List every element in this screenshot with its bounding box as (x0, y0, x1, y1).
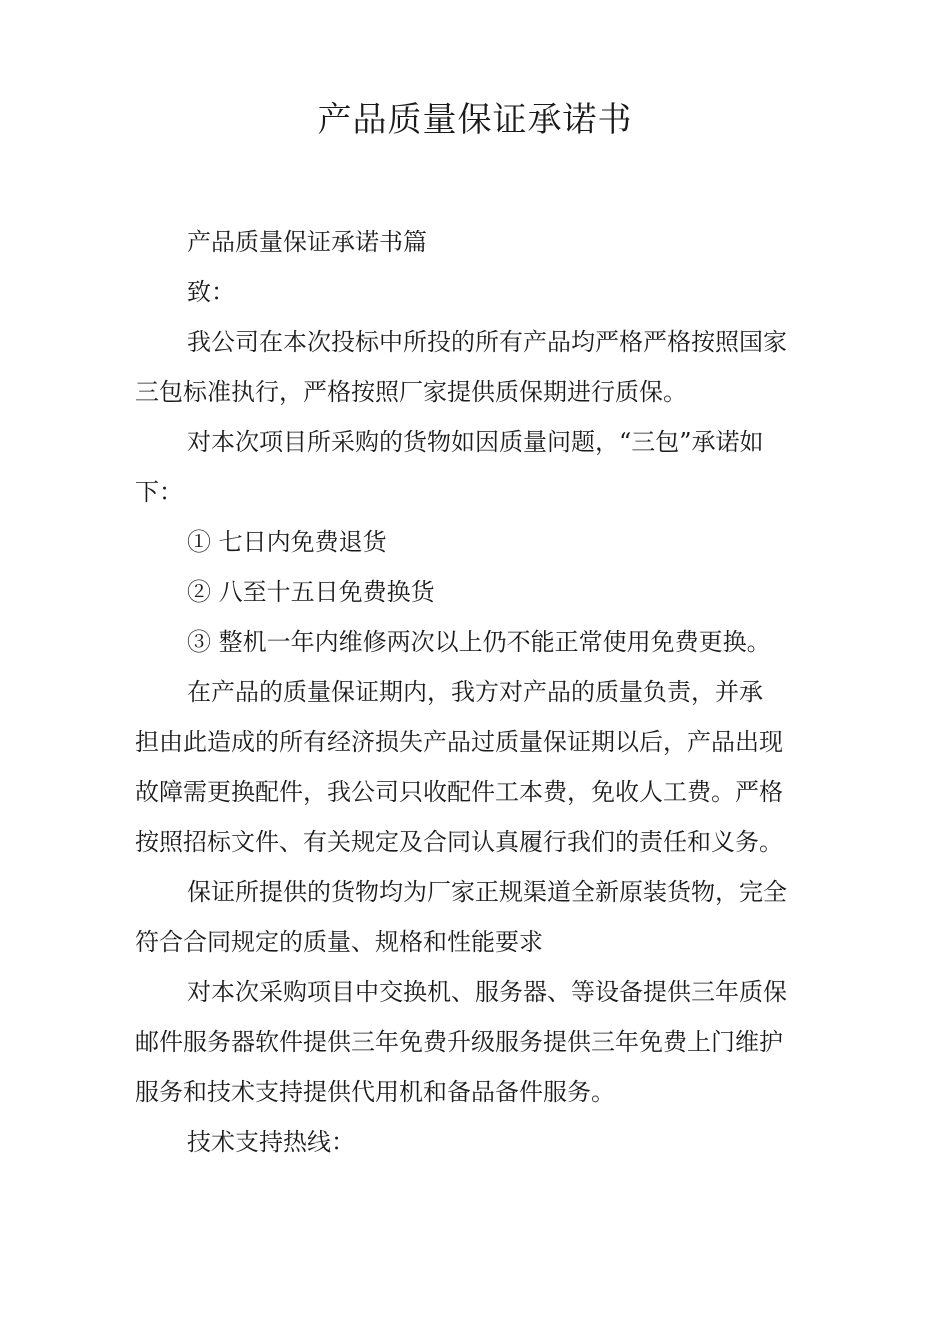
salutation-line: 致： (187, 278, 235, 306)
paragraph-line: 保证所提供的货物均为厂家正规渠道全新原装货物，完全 (187, 878, 787, 906)
paragraph-line: 担由此造成的所有经济损失产品过质量保证期以后，产品出现 (135, 728, 783, 756)
document-body (135, 222, 830, 1172)
paragraph-line: 对本次项目所采购的货物如因质量问题，“三包”承诺如 (187, 428, 764, 456)
paragraph-line: 服务和技术支持提供代用机和备品备件服务。 (135, 1078, 615, 1106)
paragraph-line: 三包标准执行，严格按照厂家提供质保期进行质保。 (135, 378, 687, 406)
paragraph-line: 按照招标文件、有关规定及合同认真履行我们的责任和义务。 (135, 828, 783, 856)
paragraph-line: 我公司在本次投标中所投的所有产品均严格严格按照国家 (187, 328, 787, 356)
paragraph-line: 故障需更换配件，我公司只收配件工本费，免收人工费。严格 (135, 778, 783, 806)
subtitle-line: 产品质量保证承诺书篇 (187, 228, 427, 256)
paragraph-line: 对本次采购项目中交换机、服务器、等设备提供三年质保 (187, 978, 787, 1006)
paragraph-line: 下： (135, 478, 183, 506)
paragraph-line: 邮件服务器软件提供三年免费升级服务提供三年免费上门维护 (135, 1028, 783, 1056)
paragraph-line: 在产品的质量保证期内，我方对产品的质量负责，并承 (187, 678, 763, 706)
document-title: 产品质量保证承诺书 (317, 100, 633, 140)
paragraph-line: 符合合同规定的质量、规格和性能要求 (135, 928, 543, 956)
list-item: ③ 整机一年内维修两次以上仍不能正常使用免费更换。 (187, 628, 771, 656)
list-item: ① 七日内免费退货 (187, 528, 387, 556)
hotline-label: 技术支持热线： (187, 1128, 355, 1156)
list-item: ② 八至十五日免费换货 (187, 578, 435, 606)
